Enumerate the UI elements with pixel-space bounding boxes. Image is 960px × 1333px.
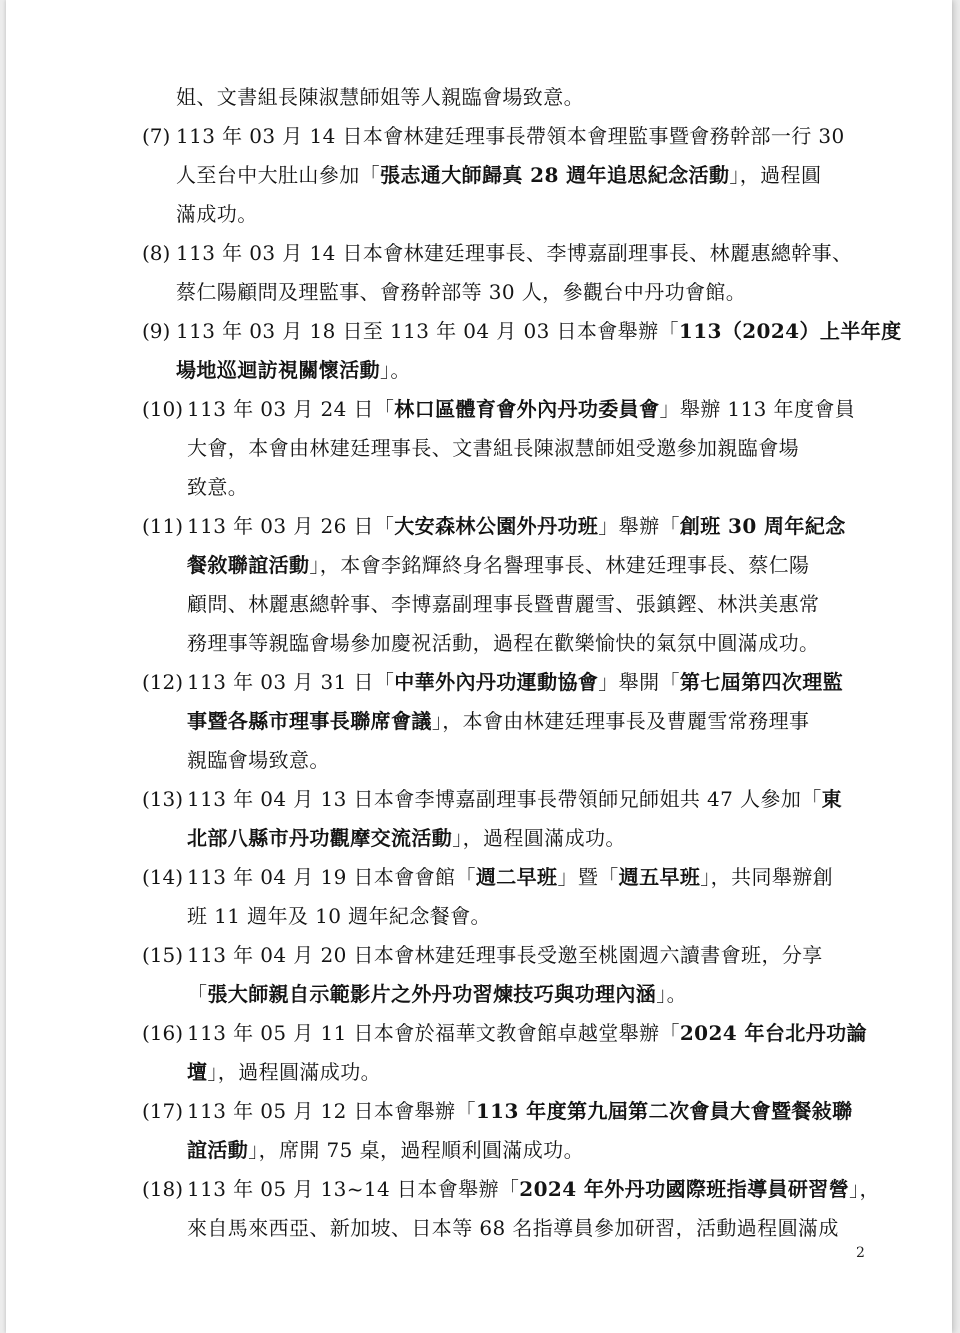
body-text: 務理事等親臨會場參加慶祝活動，過程在歡樂愉快的氣氛中圓滿成功。 bbox=[187, 631, 820, 655]
document-line bbox=[176, 357, 411, 383]
body-text: 蔡仁陽顧問及理監事、會務幹部等 30 人，參觀台中丹功會館。 bbox=[176, 280, 747, 304]
item-number: (8) bbox=[142, 241, 171, 265]
document-line bbox=[187, 864, 833, 890]
body-text: 」舉辦 113 年度會員 bbox=[659, 397, 856, 421]
bold-text: 張大師親自示範影片之外丹功習煉技巧與功理內涵 bbox=[207, 982, 657, 1006]
document-line bbox=[187, 591, 819, 617]
document-line bbox=[187, 747, 330, 773]
document-line bbox=[187, 552, 809, 578]
item-number: (7) bbox=[142, 124, 171, 148]
body-text: 致意。 bbox=[187, 475, 249, 499]
document-line bbox=[176, 318, 902, 344]
bold-text: 第七屆第四次理監 bbox=[679, 670, 844, 694]
document-line bbox=[187, 1098, 853, 1124]
document-line bbox=[187, 1059, 381, 1085]
bold-text: 113（2024）上半年度 bbox=[678, 319, 902, 343]
document-line bbox=[187, 1020, 867, 1046]
body-text: 來自馬來西亞、新加坡、日本等 68 名指導員參加研習，活動過程圓滿成 bbox=[187, 1216, 839, 1240]
body-text: 」， bbox=[849, 1177, 880, 1201]
bold-text: 中華外內丹功運動協會 bbox=[394, 670, 599, 694]
document-line bbox=[187, 942, 823, 968]
document-line bbox=[176, 201, 258, 227]
body-text: 滿成功。 bbox=[176, 202, 258, 226]
bold-text: 張志通大師歸真 28 週年追思紀念活動 bbox=[380, 163, 730, 187]
bold-text: 大安森林公園外丹功班 bbox=[394, 514, 599, 538]
document-line bbox=[187, 786, 842, 812]
item-number: (11) bbox=[142, 514, 184, 538]
document-line bbox=[176, 162, 821, 188]
document-line bbox=[176, 240, 852, 266]
continuation-line: 姐、文書組長陳淑慧師姐等人親臨會場致意。 bbox=[176, 85, 584, 109]
body-text: 113 年 05 月 12 日本會舉辦「 bbox=[187, 1099, 476, 1123]
document-line bbox=[187, 435, 799, 461]
document-line bbox=[187, 1215, 839, 1241]
bold-text: 2024 年台北丹功論 bbox=[679, 1021, 867, 1045]
body-text: 113 年 03 月 24 日「 bbox=[187, 397, 395, 421]
bold-text: 東 bbox=[821, 787, 843, 811]
document-line bbox=[187, 708, 809, 734]
item-number: (13) bbox=[142, 787, 184, 811]
document-line bbox=[187, 669, 843, 695]
bold-text: 113 年度第九屆第二次會員大會暨餐敍聯 bbox=[475, 1099, 853, 1123]
body-text: 」舉開「 bbox=[598, 670, 680, 694]
body-text: 大會，本會由林建廷理事長、文書組長陳淑慧師姐受邀參加親臨會場 bbox=[187, 436, 799, 460]
body-text: 113 年 03 月 14 日本會林建廷理事長、李博嘉副理事長、林麗惠總幹事、 bbox=[176, 241, 853, 265]
body-text: 113 年 05 月 11 日本會於福華文教會館卓越堂舉辦「 bbox=[187, 1021, 680, 1045]
bold-text: 週二早班 bbox=[475, 865, 558, 889]
document-line bbox=[176, 123, 845, 149]
body-text: 」，本會李銘輝終身名譽理事長、林建廷理事長、蔡仁陽 bbox=[309, 553, 810, 577]
document-line bbox=[187, 981, 687, 1007]
body-text: 113 年 04 月 19 日本會會館「 bbox=[187, 865, 476, 889]
body-text: 人至台中大肚山參加「 bbox=[176, 163, 380, 187]
body-text: 113 年 03 月 14 日本會林建廷理事長帶領本會理監事暨會務幹部一行 30 bbox=[176, 124, 845, 148]
body-text: 」，本會由林建廷理事長及曹麗雪常務理事 bbox=[431, 709, 810, 733]
bold-text: 北部八縣市丹功觀摩交流活動 bbox=[187, 826, 453, 850]
body-text: 」，過程圓滿成功。 bbox=[207, 1060, 382, 1084]
body-text: 」舉辦「 bbox=[598, 514, 680, 538]
body-text: 」，共同舉辦創 bbox=[700, 865, 834, 889]
item-number: (18) bbox=[142, 1177, 184, 1201]
body-text: 」。 bbox=[380, 358, 411, 382]
body-text: 113 年 04 月 20 日本會林建廷理事長受邀至桃園週六讀書會班，分享 bbox=[187, 943, 823, 967]
item-number: (14) bbox=[142, 865, 184, 889]
page-number: 2 bbox=[856, 1245, 865, 1261]
body-text: 」，席開 75 桌，過程順利圓滿成功。 bbox=[248, 1138, 584, 1162]
document-line bbox=[187, 1176, 880, 1202]
body-text: 」，過程圓 bbox=[729, 163, 822, 187]
bold-text: 林口區體育會外內丹功委員會 bbox=[394, 397, 660, 421]
body-text: 113 年 04 月 13 日本會李博嘉副理事長帶領師兄師姐共 47 人參加「 bbox=[187, 787, 822, 811]
document-line bbox=[187, 903, 491, 929]
bold-text: 壇 bbox=[187, 1060, 208, 1084]
document-line bbox=[187, 513, 846, 539]
body-text: 班 11 週年及 10 週年紀念餐會。 bbox=[187, 904, 491, 928]
document-page bbox=[6, 0, 952, 1333]
item-number: (9) bbox=[142, 319, 171, 343]
document-line bbox=[187, 1137, 584, 1163]
document-line bbox=[187, 474, 248, 500]
item-number: (10) bbox=[142, 397, 184, 421]
bold-text: 2024 年外丹功國際班指導員研習營 bbox=[519, 1177, 850, 1201]
item-number: (16) bbox=[142, 1021, 184, 1045]
bold-text: 誼活動 bbox=[187, 1138, 249, 1162]
document-line bbox=[187, 825, 626, 851]
body-text: 「 bbox=[187, 982, 208, 1006]
body-text: 」。 bbox=[656, 982, 688, 1006]
body-text: 113 年 03 月 26 日「 bbox=[187, 514, 395, 538]
bold-text: 創班 30 周年紀念 bbox=[679, 514, 846, 538]
item-number: (17) bbox=[142, 1099, 184, 1123]
item-number: (15) bbox=[142, 943, 184, 967]
bold-text: 餐敘聯誼活動 bbox=[187, 553, 310, 577]
body-text: 顧問、林麗惠總幹事、李博嘉副理事長暨曹麗雪、張鎮鏗、林洪美惠常 bbox=[187, 592, 820, 616]
item-number: (12) bbox=[142, 670, 184, 694]
document-line bbox=[187, 630, 819, 656]
bold-text: 場地巡迴訪視關懷活動 bbox=[176, 358, 380, 382]
body-text: 親臨會場致意。 bbox=[187, 748, 330, 772]
body-text: 」，過程圓滿成功。 bbox=[452, 826, 626, 850]
bold-text: 事暨各縣市理事長聯席會議 bbox=[187, 709, 432, 733]
document-line bbox=[187, 396, 855, 422]
body-text: 」暨「 bbox=[557, 865, 619, 889]
body-text: 113 年 03 月 18 日至 113 年 04 月 03 日本會舉辦「 bbox=[176, 319, 679, 343]
body-text: 113 年 05 月 13~14 日本會舉辦「 bbox=[187, 1177, 520, 1201]
bold-text: 週五早班 bbox=[618, 865, 701, 889]
body-text: 113 年 03 月 31 日「 bbox=[187, 670, 395, 694]
document-line bbox=[176, 279, 746, 305]
